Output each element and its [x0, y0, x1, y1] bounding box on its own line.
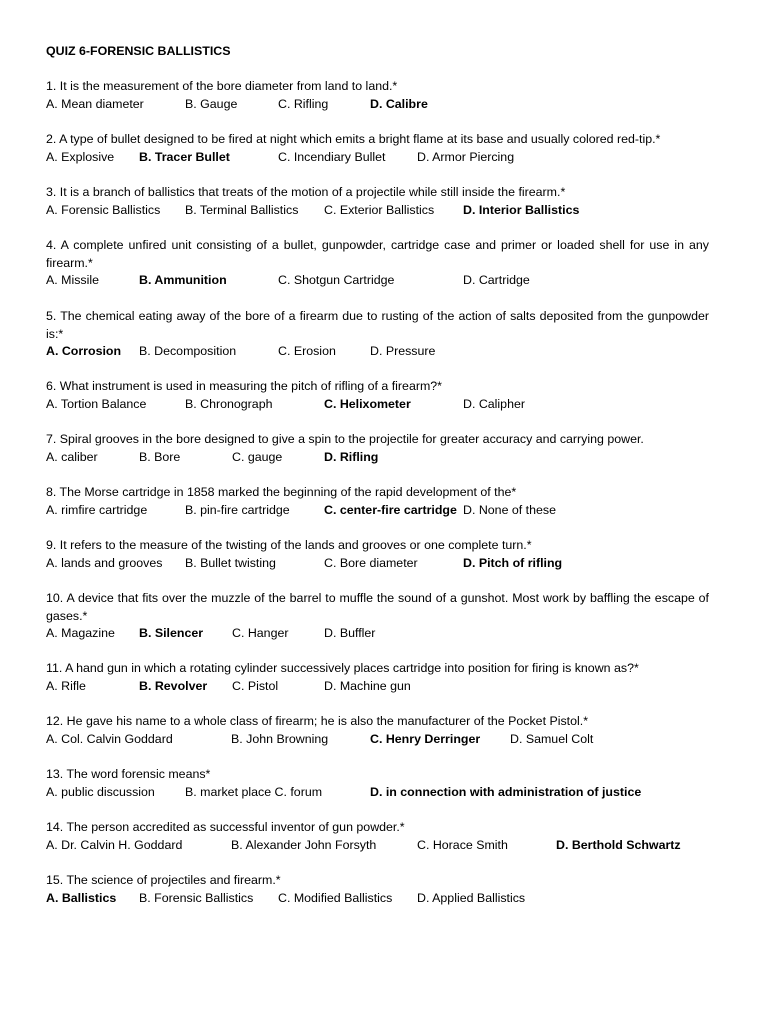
question-text: 15. The science of projectiles and firearm.*: [46, 873, 281, 887]
answer-choice: A. Dr. Calvin H. Goddard: [46, 837, 183, 852]
answer-choice: D. in connection with administration of justice: [370, 784, 642, 799]
answer-choice: B. Terminal Ballistics: [185, 202, 299, 217]
answer-choice: C. Henry Derringer: [370, 731, 481, 746]
answer-choice: B. Chronograph: [185, 396, 273, 411]
answer-choice: B. Bore: [139, 449, 181, 464]
answer-choice: C. Pistol: [232, 678, 279, 693]
answer-choice: A. Magazine: [46, 626, 115, 640]
answer-choice: A. Tortion Balance: [46, 396, 147, 411]
answer-choice: D. Armor Piercing: [417, 149, 515, 164]
answer-choice: D. Berthold Schwartz: [556, 837, 681, 852]
question-5: [46, 308, 709, 361]
answer-choice: A. Col. Calvin Goddard: [46, 731, 173, 746]
answer-choice: A. rimfire cartridge: [46, 502, 148, 517]
question-9: [46, 537, 709, 572]
answer-choice: D. Buffler: [324, 626, 376, 640]
answer-choices: [46, 502, 709, 520]
answer-choices: [46, 449, 709, 467]
question-text: 7. Spiral grooves in the bore designed to give a spin to the projectile for greater accuracy and carrying power.: [46, 432, 644, 446]
answer-choices: [46, 678, 709, 696]
answer-choice: C. Exterior Ballistics: [324, 202, 435, 217]
question-10: [46, 590, 709, 643]
question-text: 5. The chemical eating away of the bore of a firearm due to rusting of the action of salts deposited from the gunpowder is:*: [46, 309, 709, 341]
answer-choice: A. Explosive: [46, 149, 115, 164]
answer-choices: [46, 396, 709, 414]
question-text: 9. It refers to the measure of the twisting of the lands and grooves or one complete turn.*: [46, 538, 532, 552]
question-text: 3. It is a branch of ballistics that treats of the motion of a projectile while still inside the firearm.*: [46, 185, 566, 199]
answer-choice: C. Hanger: [232, 626, 289, 640]
question-text: 4. A complete unfired unit consisting of a bullet, gunpowder, cartridge case and primer or loaded shell for use in any firearm.*: [46, 238, 709, 270]
answer-choices: [46, 343, 709, 361]
answer-choice: B. Tracer Bullet: [139, 149, 230, 164]
answer-choices: [46, 731, 709, 749]
question-15: [46, 872, 709, 907]
answer-choices: [46, 837, 709, 855]
answer-choice: C. Erosion: [278, 344, 336, 358]
question-7: [46, 431, 709, 466]
answer-choice: B. pin-fire cartridge: [185, 502, 290, 517]
question-text: 13. The word forensic means*: [46, 767, 211, 781]
answer-choice: A. public discussion: [46, 784, 155, 799]
answer-choices: [46, 272, 709, 290]
answer-choice: D. Machine gun: [324, 678, 411, 693]
answer-choice: D. Interior Ballistics: [463, 202, 580, 217]
answer-choice: A. Mean diameter: [46, 96, 144, 111]
question-text: 10. A device that fits over the muzzle of the barrel to muffle the sound of a gunshot. Most work by baffling the escape of gases.*: [46, 591, 709, 623]
answer-choice: D. Calipher: [463, 396, 525, 411]
question-text: 11. A hand gun in which a rotating cylinder successively places cartridge into position for firing is known as?*: [46, 661, 639, 675]
answer-choice: A. Missile: [46, 273, 100, 287]
answer-choice: A. lands and grooves: [46, 555, 163, 570]
answer-choice: C. Bore diameter: [324, 555, 418, 570]
answer-choices: [46, 555, 709, 573]
answer-choice: B. Decomposition: [139, 344, 237, 358]
question-text: 14. The person accredited as successful inventor of gun powder.*: [46, 820, 405, 834]
answer-choices: [46, 784, 709, 802]
answer-choice: B. Silencer: [139, 626, 204, 640]
question-3: [46, 184, 709, 219]
answer-choices: [46, 625, 709, 643]
answer-choices: [46, 890, 709, 908]
answer-choice: A. Forensic Ballistics: [46, 202, 161, 217]
answer-choice: B. Alexander John Forsyth: [231, 837, 377, 852]
answer-choice: D. None of these: [463, 502, 556, 517]
answer-choice: B. market place C. forum: [185, 784, 323, 799]
answer-choice: B. Revolver: [139, 678, 208, 693]
question-14: [46, 819, 709, 854]
answer-choice: D. Calibre: [370, 96, 428, 111]
answer-choice: B. Forensic Ballistics: [139, 890, 254, 905]
question-11: [46, 660, 709, 695]
question-text: 12. He gave his name to a whole class of firearm; he is also the manufacturer of the Pocket Pistol.*: [46, 714, 589, 728]
answer-choice: C. Incendiary Bullet: [278, 149, 386, 164]
answer-choice: B. Bullet twisting: [185, 555, 276, 570]
question-text: 1. It is the measurement of the bore diameter from land to land.*: [46, 79, 398, 93]
answer-choice: C. gauge: [232, 449, 283, 464]
question-text: 2. A type of bullet designed to be fired at night which emits a bright flame at its base and usually colored red-tip.*: [46, 132, 661, 146]
answer-choice: A. caliber: [46, 449, 98, 464]
answer-choices: [46, 96, 709, 114]
answer-choice: A. Ballistics: [46, 890, 117, 905]
question-1: [46, 78, 709, 113]
question-4: [46, 237, 709, 290]
answer-choices: [46, 149, 709, 167]
answer-choice: C. Horace Smith: [417, 837, 508, 852]
question-2: [46, 131, 709, 166]
answer-choice: B. Gauge: [185, 96, 238, 111]
question-text: 6. What instrument is used in measuring the pitch of rifling of a firearm?*: [46, 379, 442, 393]
answer-choice: D. Rifling: [324, 449, 379, 464]
question-6: [46, 378, 709, 413]
question-12: [46, 713, 709, 748]
answer-choice: B. John Browning: [231, 731, 329, 746]
question-13: [46, 766, 709, 801]
answer-choice: D. Pressure: [370, 344, 436, 358]
answer-choice: C. Shotgun Cartridge: [278, 273, 395, 287]
answer-choice: C. center-fire cartridge: [324, 502, 457, 517]
answer-choice: A. Corrosion: [46, 344, 122, 358]
answer-choice: C. Helixometer: [324, 396, 411, 411]
answer-choice: D. Cartridge: [463, 273, 530, 287]
answer-choice: B. Ammunition: [139, 273, 227, 287]
quiz-title: QUIZ 6-FORENSIC BALLISTICS: [46, 44, 231, 58]
answer-choice: D. Pitch of rifling: [463, 555, 563, 570]
answer-choice: D. Samuel Colt: [510, 731, 594, 746]
answer-choices: [46, 202, 709, 220]
answer-choice: C. Modified Ballistics: [278, 890, 393, 905]
answer-choice: D. Applied Ballistics: [417, 890, 526, 905]
question-8: [46, 484, 709, 519]
answer-choice: A. Rifle: [46, 678, 86, 693]
answer-choice: C. Rifling: [278, 96, 329, 111]
question-text: 8. The Morse cartridge in 1858 marked the beginning of the rapid development of the*: [46, 485, 517, 499]
